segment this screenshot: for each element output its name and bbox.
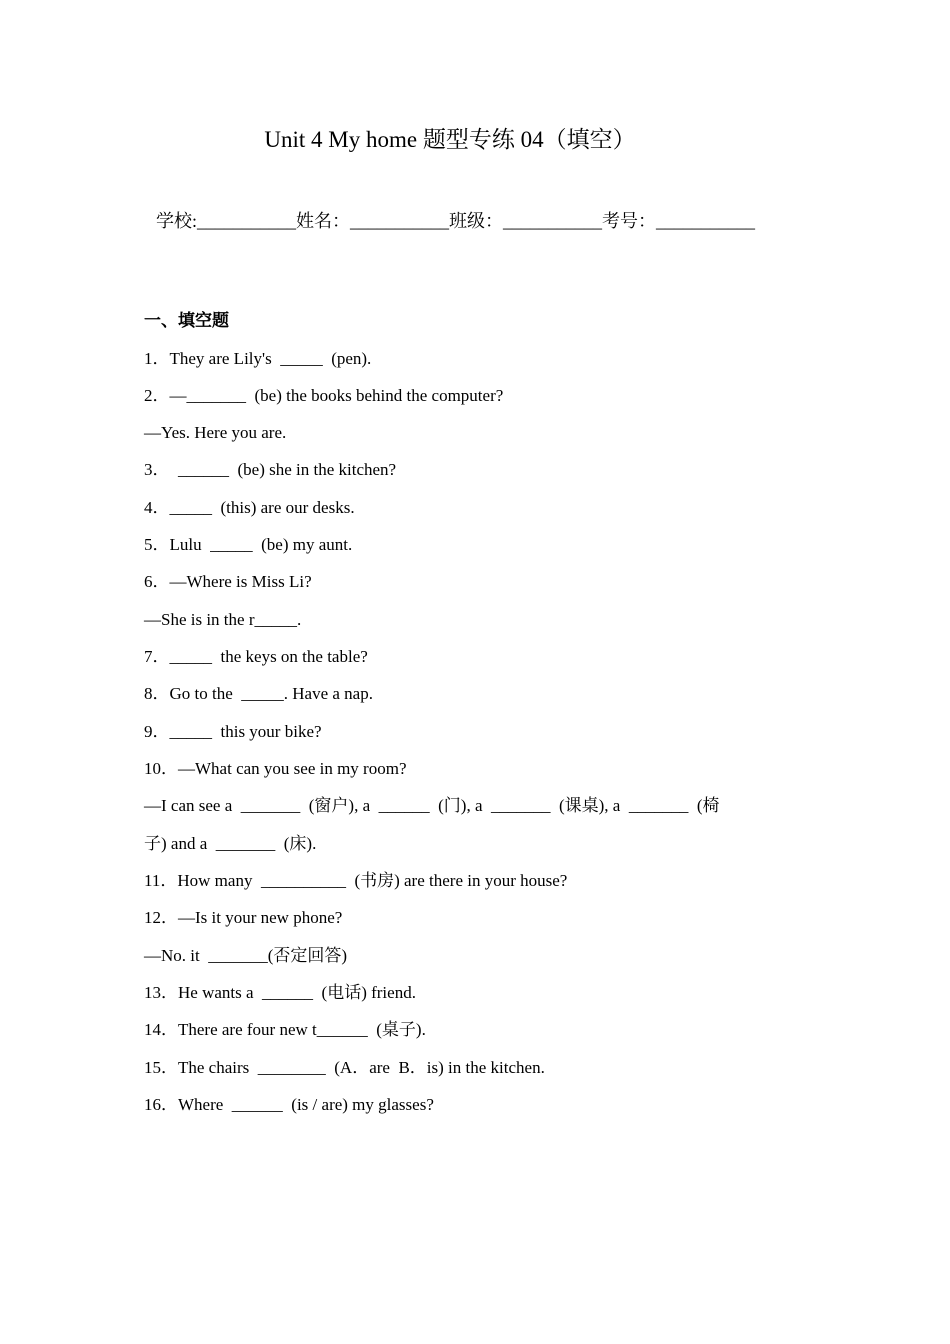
question-line: 8．Go to the _____. Have a nap. [144,684,373,703]
answer-line: —Yes. Here you are. [144,423,287,442]
question-line: 2．—_______ (be) the books behind the computer? [144,386,504,405]
student-info-line: 学校:___________姓名：___________班级：___________考号：___________ [156,211,755,231]
answer-line: 子) and a _______ (床). [144,834,317,853]
section-heading: 一、填空题 [144,311,229,331]
question-line: 6．—Where is Miss Li? [144,572,312,591]
answer-line: —No. it _______(否定回答) [144,946,348,965]
question-line: 11．How many __________ (书房) are there in your house? [144,871,568,890]
question-line: 3． ______ (be) she in the kitchen? [144,460,397,479]
question-line: 9．_____ this your bike? [144,722,322,741]
question-line: 15．The chairs ________ (A．are B．is) in the kitchen. [144,1058,545,1077]
question-line: 10．—What can you see in my room? [144,759,407,778]
question-line: 14．There are four new t______ (桌子). [144,1020,426,1039]
question-line: 4．_____ (this) are our desks. [144,498,355,517]
question-line: 12．—Is it your new phone? [144,908,343,927]
question-line: 16．Where ______ (is / are) my glasses? [144,1095,434,1114]
page-title: Unit 4 My home 题型专练 04（填空） [264,127,636,152]
question-line: 1．They are Lily's _____ (pen). [144,349,372,368]
question-line: 7．_____ the keys on the table? [144,647,368,666]
question-line: 13．He wants a ______ (电话) friend. [144,983,416,1002]
question-line: 5．Lulu _____ (be) my aunt. [144,535,353,554]
answer-line: —She is in the r_____. [144,610,302,629]
answer-line: —I can see a _______ (窗户), a ______ (门), a _______ (课桌), a _______ (椅 [144,796,720,815]
